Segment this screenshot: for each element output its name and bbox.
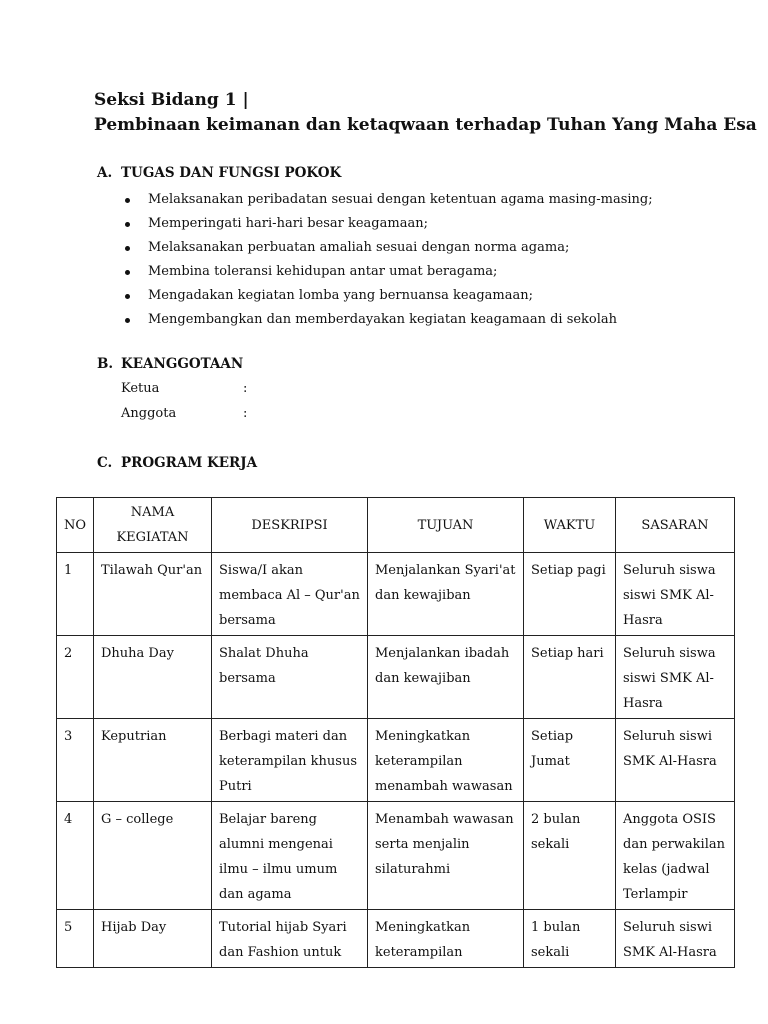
cell-sasaran: Seluruh siswa siswi SMK Al-Hasra (616, 553, 735, 636)
cell-tujuan: Menambah wawasan serta menjalin silaturahmi (368, 802, 524, 910)
cell-tujuan: Menjalankan ibadah dan kewajiban (368, 636, 524, 719)
bullet-icon (125, 222, 130, 227)
cell-deskripsi: Belajar bareng alumni mengenai ilmu – ilmu umum dan agama (212, 802, 368, 910)
list-item-text: Melaksanakan perbuatan amaliah sesuai dengan norma agama; (148, 240, 570, 255)
cell-sasaran: Anggota OSIS dan perwakilan kelas (jadwal Terlampir (616, 802, 735, 910)
member-label: Ketua (121, 381, 160, 396)
bullet-icon (125, 294, 130, 299)
list-item-text: Mengembangkan dan memberdayakan kegiatan keagamaan di sekolah (148, 312, 618, 327)
member-label: Anggota (121, 406, 177, 421)
list-item (121, 188, 653, 212)
list-item (121, 236, 653, 260)
header-sasaran: SASARAN (616, 498, 735, 553)
section-a-title: TUGAS DAN FUNGSI POKOK (121, 165, 342, 181)
section-a-letter: A. (97, 165, 113, 181)
cell-tujuan: Meningkatkan keterampilan (368, 910, 524, 968)
cell-no: 4 (57, 802, 94, 910)
cell-no: 1 (57, 553, 94, 636)
cell-tujuan: Meningkatkan keterampilan menambah wawasan (368, 719, 524, 802)
list-item-text: Mengadakan kegiatan lomba yang bernuansa keagamaan; (148, 288, 533, 303)
cell-tujuan: Menjalankan Syari'at dan kewajiban (368, 553, 524, 636)
header-tujuan: TUJUAN (368, 498, 524, 553)
list-item-text: Memperingati hari-hari besar keagamaan; (148, 216, 428, 231)
cell-waktu: 1 bulan sekali (524, 910, 616, 968)
cell-deskripsi: Berbagi materi dan keterampilan khusus Putri (212, 719, 368, 802)
cell-deskripsi: Siswa/I akan membaca Al – Qur'an bersama (212, 553, 368, 636)
table-header-row (57, 498, 735, 553)
list-item (121, 212, 653, 236)
cell-deskripsi: Shalat Dhuha bersama (212, 636, 368, 719)
member-row-ketua (121, 381, 248, 396)
member-colon: : (243, 406, 248, 421)
header-nama-kegiatan: NAMA KEGIATAN (94, 498, 212, 553)
table-row (57, 553, 735, 636)
table-row (57, 802, 735, 910)
cell-sasaran: Seluruh siswi SMK Al-Hasra (616, 910, 735, 968)
cell-no: 5 (57, 910, 94, 968)
program-table (56, 497, 735, 968)
section-a-heading (97, 165, 341, 181)
cell-sasaran: Seluruh siswi SMK Al-Hasra (616, 719, 735, 802)
section-title-line2: Pembinaan keimanan dan ketaqwaan terhadap Tuhan Yang Maha Esa (94, 115, 757, 135)
member-row-anggota (121, 406, 248, 421)
section-title-line1: Seksi Bidang 1 | (94, 90, 249, 110)
cell-deskripsi: Tutorial hijab Syari dan Fashion untuk (212, 910, 368, 968)
cell-nama: Dhuha Day (94, 636, 212, 719)
list-item (121, 284, 653, 308)
duties-list (121, 188, 653, 332)
cell-nama: Keputrian (94, 719, 212, 802)
list-item (121, 260, 653, 284)
header-no: NO (57, 498, 94, 553)
list-item-text: Membina toleransi kehidupan antar umat beragama; (148, 264, 498, 279)
cell-no: 2 (57, 636, 94, 719)
cell-nama: Hijab Day (94, 910, 212, 968)
list-item-text: Melaksanakan peribadatan sesuai dengan ketentuan agama masing-masing; (148, 192, 653, 207)
bullet-icon (125, 198, 130, 203)
table-row (57, 636, 735, 719)
cell-waktu: Setiap hari (524, 636, 616, 719)
cell-nama: Tilawah Qur'an (94, 553, 212, 636)
table-row (57, 719, 735, 802)
section-b-letter: B. (97, 356, 114, 372)
cell-waktu: Setiap pagi (524, 553, 616, 636)
cell-waktu: Setiap Jumat (524, 719, 616, 802)
cell-waktu: 2 bulan sekali (524, 802, 616, 910)
cell-nama: G – college (94, 802, 212, 910)
header-deskripsi: DESKRIPSI (212, 498, 368, 553)
bullet-icon (125, 270, 130, 275)
section-b-heading (97, 356, 243, 372)
list-item (121, 308, 653, 332)
section-c-letter: C. (97, 455, 113, 471)
member-colon: : (243, 381, 248, 396)
cell-no: 3 (57, 719, 94, 802)
table-row (57, 910, 735, 968)
section-b-title: KEANGGOTAAN (121, 356, 244, 372)
header-waktu: WAKTU (524, 498, 616, 553)
cell-sasaran: Seluruh siswa siswi SMK Al-Hasra (616, 636, 735, 719)
section-c-heading (97, 455, 257, 471)
bullet-icon (125, 318, 130, 323)
bullet-icon (125, 246, 130, 251)
section-c-title: PROGRAM KERJA (121, 455, 258, 471)
